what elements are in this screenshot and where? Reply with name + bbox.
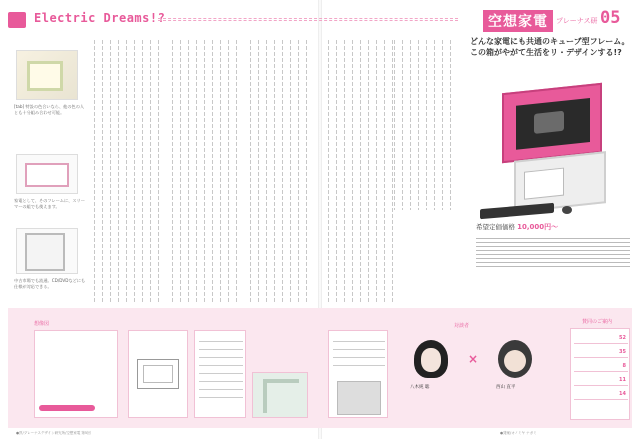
bottom-right	[326, 308, 632, 428]
text-line	[172, 40, 173, 302]
text-line	[220, 40, 221, 302]
profiles-label: 対談者	[454, 323, 470, 329]
info-box	[34, 330, 118, 418]
footer-left: ●頁/プレーナスデザイン研究所/空想家電 第5回	[16, 431, 91, 435]
table-row: 14	[574, 389, 628, 400]
table-label: 賛同のご案内	[582, 319, 613, 325]
grey-cube-unit	[514, 151, 606, 213]
header-pink-square	[8, 12, 26, 28]
text-line	[250, 40, 251, 302]
section-title: Electric Dreams!?	[34, 11, 166, 25]
text-line	[384, 40, 385, 302]
room-photo-box	[328, 330, 388, 418]
product-image	[474, 60, 634, 220]
pink-pill	[39, 405, 95, 411]
text-line	[434, 40, 435, 210]
avatar-man	[498, 340, 532, 378]
text-line	[94, 40, 95, 302]
body-text-columns	[92, 40, 462, 302]
series-logo: 空想家電	[483, 10, 553, 32]
caption-1: [tab] 特設の色合いなら、他の色の人とも十分組み合わせ可能。	[14, 104, 85, 115]
issue-number: 05	[600, 8, 621, 28]
price-value: 10,000円〜	[517, 223, 559, 231]
stats-table	[570, 328, 630, 420]
footer-right: ●発案/オノミヤ ナガミ	[500, 431, 537, 435]
text-line	[134, 40, 135, 302]
text-line	[258, 40, 259, 302]
photo-frame-shelf	[16, 154, 78, 194]
text-line	[110, 40, 111, 302]
text-line	[290, 40, 291, 302]
bottom-left	[8, 308, 310, 428]
text-line	[274, 40, 275, 302]
text-line	[368, 40, 369, 302]
series-subtitle: プレーナス研	[556, 17, 598, 25]
photo-panel	[12, 36, 88, 304]
price-line	[476, 222, 558, 232]
text-line	[394, 40, 395, 210]
photo-frame-box	[16, 228, 78, 274]
pink-cube-monitor	[502, 83, 602, 164]
table-row: 35	[574, 347, 628, 358]
text-line	[352, 40, 353, 302]
text-line	[118, 40, 119, 302]
keyboard-icon	[480, 203, 554, 219]
text-line	[228, 40, 229, 302]
text-line	[126, 40, 127, 302]
header-band	[8, 8, 632, 30]
text-line	[360, 40, 361, 302]
text-line	[328, 40, 329, 302]
mouse-icon	[562, 206, 572, 214]
table-row: 52	[574, 333, 628, 344]
text-line	[298, 40, 299, 302]
photo-frame-tv	[16, 50, 78, 100]
notes-box	[194, 330, 246, 418]
text-line	[402, 40, 403, 210]
text-line	[236, 40, 237, 302]
sketch-box	[128, 330, 188, 418]
caption-3: 中古市場でも流通。CD/DVDなどにも仕様が対応できる。	[14, 278, 86, 289]
text-line	[442, 40, 443, 210]
text-line	[450, 40, 451, 210]
text-line	[336, 40, 337, 302]
caption-2: 家電として、そのフレームに、スリーマーの組でも使えます。	[14, 198, 85, 209]
table-row: 11	[574, 375, 628, 386]
text-line	[344, 40, 345, 302]
text-line	[418, 40, 419, 210]
text-line	[282, 40, 283, 302]
headline: どんな家電にも共通のキューブ型フレーム。この箱がやがて生活をリ・デザインする!?	[470, 37, 630, 57]
text-line	[196, 40, 197, 302]
room-photo	[337, 381, 381, 415]
text-line	[426, 40, 427, 210]
text-line	[180, 40, 181, 302]
frame-corner-photo	[252, 372, 308, 418]
text-line	[410, 40, 411, 210]
bottom-left-label: 想像図	[34, 321, 50, 327]
text-line	[212, 40, 213, 302]
text-line	[392, 40, 393, 302]
price-label: 希望定価価格	[476, 223, 515, 231]
product-description	[476, 236, 630, 296]
profile-name-2: 西山 直平	[496, 385, 516, 390]
text-line	[306, 40, 307, 302]
avatar-woman	[414, 340, 448, 378]
profile-name-1: 八木純 聡	[410, 385, 430, 390]
footer	[0, 429, 640, 439]
cross-icon: ×	[468, 352, 479, 366]
bottom-strip	[8, 308, 632, 428]
text-line	[204, 40, 205, 302]
text-line	[188, 40, 189, 302]
text-line	[266, 40, 267, 302]
text-line	[142, 40, 143, 302]
table-row: 8	[574, 361, 628, 372]
text-line	[150, 40, 151, 302]
header-stripe	[158, 18, 458, 21]
text-line	[376, 40, 377, 302]
interview-profiles	[406, 322, 556, 422]
text-line	[102, 40, 103, 302]
text-line	[158, 40, 159, 302]
